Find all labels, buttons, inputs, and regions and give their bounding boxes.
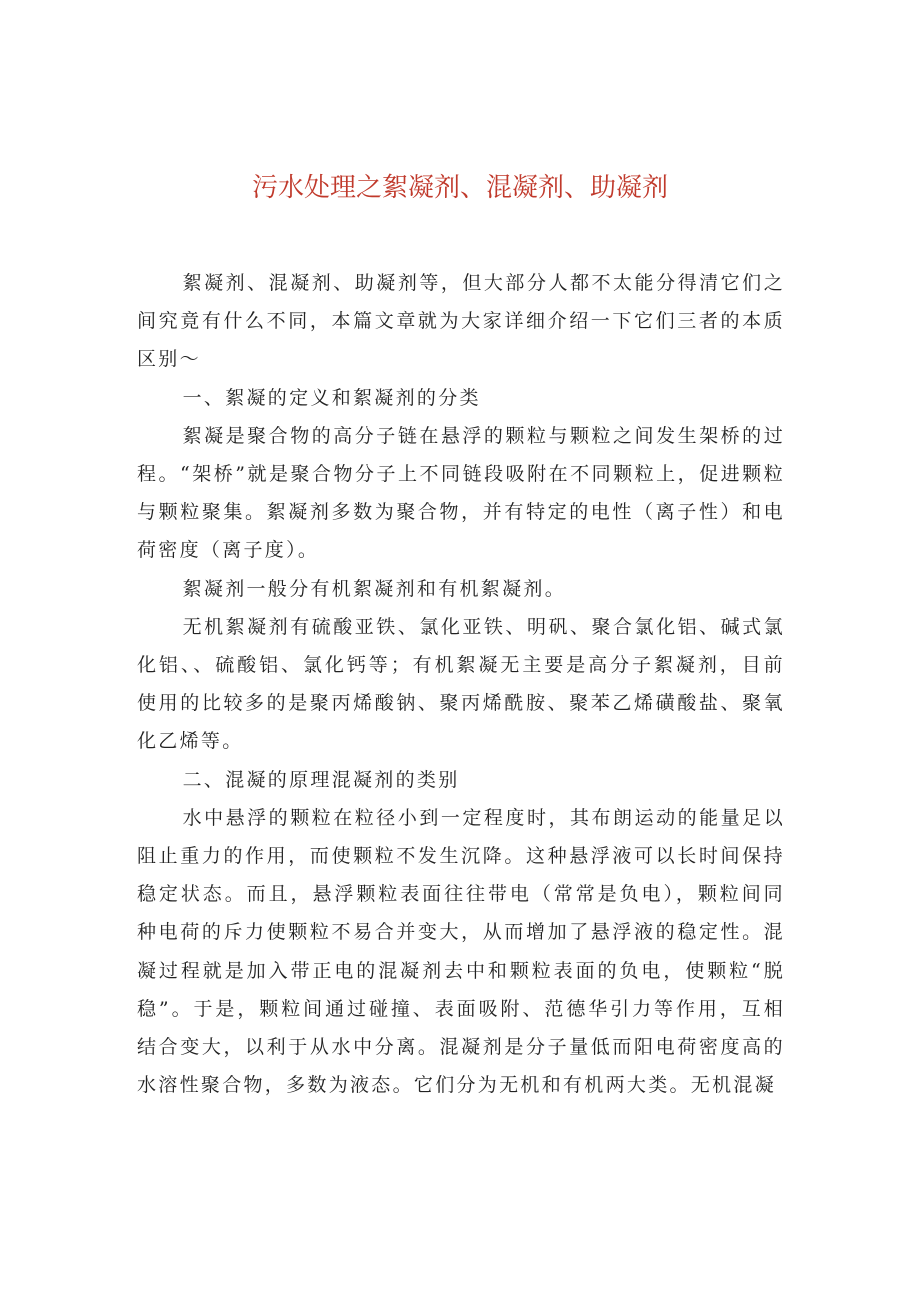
document-title: 污水处理之絮凝剂、混凝剂、助凝剂 <box>251 173 668 203</box>
section-heading-coagulation: 二、混凝的原理混凝剂的类别 <box>182 768 460 791</box>
section-heading-flocculation: 一、絮凝的定义和絮凝剂的分类 <box>182 386 481 409</box>
paragraph-flocculation-definition: 絮凝是聚合物的高分子链在悬浮的颗粒与颗粒之间发生架桥的过程。“架桥”就是聚合物分子上不同链段吸附在不同颗粒上，促进颗粒与颗粒聚集。絮凝剂多数为聚合物，并有特定的电性（离子性）和电荷密度（离子度）。 <box>137 424 785 562</box>
paragraph-coagulation-principle: 水中悬浮的颗粒在粒径小到一定程度时，其布朗运动的能量足以阻止重力的作用，而使颗粒不发生沉降。这种悬浮液可以长时间保持稳定状态。而且，悬浮颗粒表面往往带电（常常是负电），颗粒间同种电荷的斥力使颗粒不易合并变大，从而增加了悬浮液的稳定性。混凝过程就是加入带正电的混凝剂去中和颗粒表面的负电，使颗粒“脱稳”。于是，颗粒间通过碰撞、表面吸附、范德华引力等作用，互相结合变大，以利于从水中分离。混凝剂是分子量低而阳电荷密度高的水溶性聚合物，多数为液态。它们分为无机和有机两大类。无机混凝 <box>137 806 785 1097</box>
paragraph-flocculant-types: 絮凝剂一般分有机絮凝剂和有机絮凝剂。 <box>182 577 566 600</box>
paragraph-flocculant-examples: 无机絮凝剂有硫酸亚铁、氯化亚铁、明矾、聚合氯化铝、碱式氯化铝、、硫酸铝、氯化钙等；有机絮凝无主要是高分子絮凝剂，目前使用的比较多的是聚丙烯酸钠、聚丙烯酰胺、聚苯乙烯磺酸盐、聚氧化乙烯等。 <box>137 615 785 753</box>
document-body <box>137 264 785 1104</box>
intro-paragraph: 絮凝剂、混凝剂、助凝剂等，但大部分人都不太能分得清它们之间究竟有什么不同，本篇文章就为大家详细介绍一下它们三者的本质区别～ <box>137 272 785 371</box>
